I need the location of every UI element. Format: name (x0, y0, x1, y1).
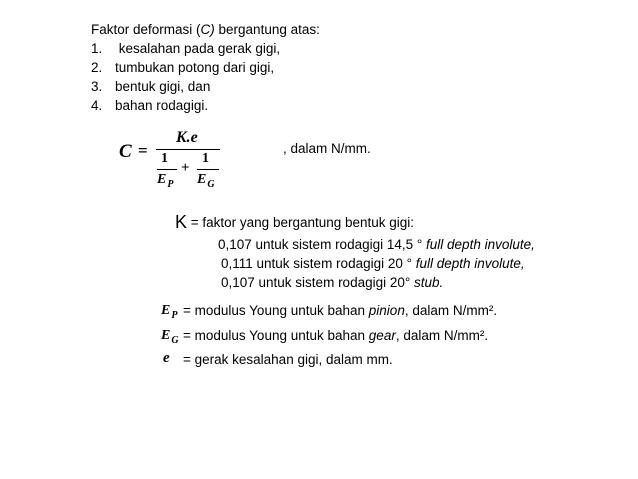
formula-numerator: K.e (176, 129, 198, 146)
formula-equals: = (138, 141, 148, 160)
eg-symbol: $E_G$ (161, 328, 179, 346)
list-item (91, 79, 210, 95)
list-number: 2. (91, 60, 103, 75)
k-definition (175, 213, 414, 231)
k-row: 0,107 untuk sistem rodagigi 20° stub. (221, 275, 444, 290)
formula-unit: , dalam N/mm. (283, 141, 371, 156)
list-text: bahan rodagigi. (115, 98, 209, 113)
formula-ep: $E_P$ (157, 172, 174, 190)
heading-suffix: bergantung atas: (214, 22, 320, 37)
formula-fraction-bar-g (197, 169, 219, 170)
list-text: tumbukan potong dari gigi, (115, 60, 275, 75)
formula-main-fraction-bar (156, 149, 220, 150)
list-text: bentuk gigi, dan (115, 79, 211, 94)
e-definition: = gerak kesalahan gigi, dalam mm. (183, 352, 393, 367)
heading-symbol: C) (200, 22, 215, 37)
heading (91, 22, 320, 38)
formula-lhs: C (119, 141, 132, 162)
formula-one-a: 1 (161, 151, 168, 166)
list-item (91, 98, 208, 114)
ep-symbol: $E_P$ (161, 303, 178, 321)
formula-plus: + (181, 160, 190, 176)
list-text: kesalahan pada gerak gigi, (115, 41, 281, 56)
list-number: 1. (91, 41, 103, 56)
list-number: 4. (91, 98, 103, 113)
k-row: 0,111 untuk sistem rodagigi 20 ° full depth involute, (221, 256, 525, 271)
ep-definition: = modulus Young untuk bahan pinion, dalam N/mm². (183, 303, 498, 318)
list-number: 3. (91, 79, 103, 94)
k-text: = faktor yang bergantung bentuk gigi: (187, 215, 415, 230)
formula-one-b: 1 (202, 151, 209, 166)
k-symbol: K (175, 212, 188, 232)
formula-eg: $E_G$ (197, 172, 215, 190)
list-item (91, 60, 274, 76)
eg-definition: = modulus Young untuk bahan gear, dalam N/mm². (183, 328, 489, 343)
heading-prefix: Faktor deformasi ( (91, 22, 201, 37)
formula-fraction-bar-p (157, 169, 177, 170)
e-symbol: e (163, 350, 170, 366)
list-item (91, 41, 280, 57)
k-row: 0,107 untuk sistem rodagigi 14,5 ° full depth involute, (218, 237, 535, 252)
